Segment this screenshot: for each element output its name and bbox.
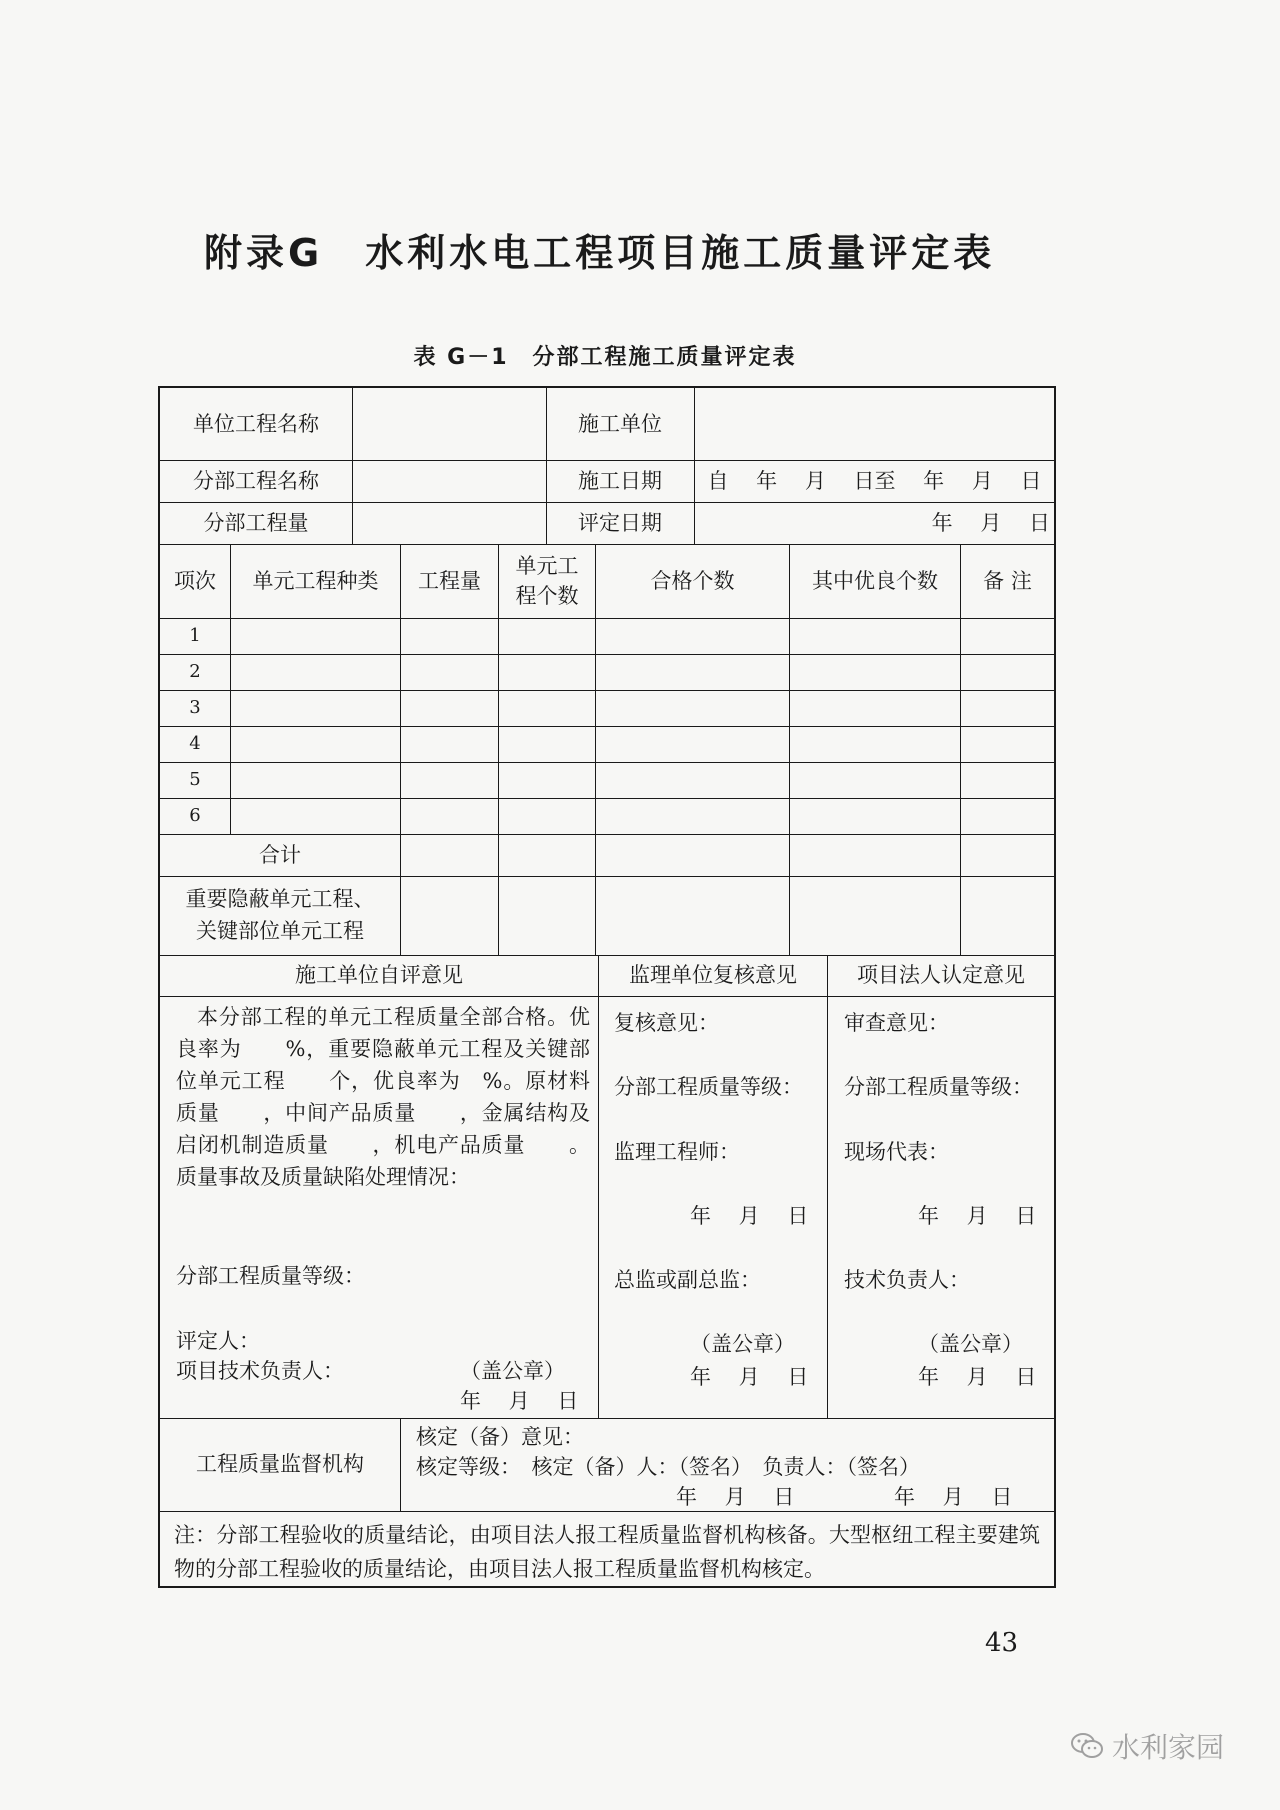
site-rep-label: 现场代表： bbox=[844, 1140, 949, 1164]
self-eval-date: 年 月 日 bbox=[460, 1389, 579, 1413]
col-header-excellent: 其中优良个数 bbox=[812, 568, 938, 593]
page-number: 43 bbox=[985, 1628, 1019, 1658]
supervisory-date-1: 年 月 日 bbox=[676, 1485, 795, 1509]
tech-lead-label: 项目技术负责人： bbox=[176, 1359, 344, 1383]
sub-project-quantity-label: 分部工程量 bbox=[203, 510, 309, 535]
row-number: 2 bbox=[189, 660, 201, 682]
examine-opinion-label: 审查意见： bbox=[844, 1011, 949, 1035]
col-header-unit-type: 单元工程种类 bbox=[252, 568, 379, 593]
sub-project-name-field[interactable] bbox=[353, 460, 546, 502]
self-eval-text: 本分部工程的单元工程质量全部合格。优良率为 %，重要隐蔽单元工程及关键部位单元工程 个，优良率为 %。原材料质量 ，中间产品质量 ，金属结构及启闭机制造质量 ，机电产品质量 。质量事故及质量缺陷处理情况： bbox=[176, 1005, 590, 1189]
evaluation-date-label: 评定日期 bbox=[578, 510, 662, 535]
evaluation-date-value[interactable]: 年 月 日 bbox=[931, 510, 1050, 535]
construction-date-value[interactable]: 自 年 月 日至 年 月 日 bbox=[707, 468, 1042, 493]
evaluator-label: 评定人： bbox=[176, 1329, 260, 1353]
supervisory-date-2: 年 月 日 bbox=[894, 1485, 1013, 1509]
col-header-unit-count: 单元工 程个数 bbox=[515, 553, 579, 608]
construction-unit-label: 施工单位 bbox=[578, 411, 662, 436]
row-number: 5 bbox=[189, 768, 201, 790]
seal-label: （盖公章） bbox=[460, 1359, 565, 1383]
tech-head-label: 技术负责人： bbox=[844, 1268, 970, 1292]
unit-project-name-field[interactable] bbox=[353, 388, 546, 460]
row-number: 3 bbox=[189, 696, 201, 718]
owner-header: 项目法人认定意见 bbox=[857, 963, 1025, 988]
total-label: 合计 bbox=[259, 842, 301, 867]
supervisory-opinion: 核定（备）意见： bbox=[416, 1425, 584, 1449]
watermark bbox=[1070, 1726, 1224, 1766]
row-number: 4 bbox=[189, 732, 201, 754]
appendix-title: 附录G 水利水电工程项目施工质量评定表 bbox=[204, 231, 996, 275]
row-number: 1 bbox=[189, 624, 201, 646]
chief-supervisor-label: 总监或副总监： bbox=[614, 1268, 761, 1292]
owner-seal-date: 年 月 日 bbox=[918, 1365, 1037, 1389]
supervision-grade-label: 分部工程质量等级： bbox=[614, 1075, 803, 1099]
construction-date-label: 施工日期 bbox=[578, 468, 662, 493]
col-header-qualified: 合格个数 bbox=[650, 568, 735, 593]
supervisory-grade-line: 核定等级： 核定（备）人：（签名） 负责人：（签名） bbox=[416, 1455, 920, 1479]
row-number: 6 bbox=[189, 804, 201, 826]
construction-unit-field[interactable] bbox=[695, 388, 1054, 460]
supervision-engineer-label: 监理工程师： bbox=[614, 1140, 740, 1164]
review-opinion-label: 复核意见： bbox=[614, 1011, 719, 1035]
sub-project-quantity-field[interactable] bbox=[353, 502, 546, 544]
supervision-date: 年 月 日 bbox=[690, 1204, 809, 1228]
sub-project-name-label: 分部工程名称 bbox=[193, 468, 319, 493]
supervision-seal-date: 年 月 日 bbox=[690, 1365, 809, 1389]
col-header-remarks: 备 注 bbox=[983, 568, 1032, 593]
key-units-label: 重要隐蔽单元工程、 关键部位单元工程 bbox=[185, 887, 375, 943]
supervision-header: 监理单位复核意见 bbox=[629, 963, 797, 988]
watermark-text: 水利家园 bbox=[1112, 1731, 1225, 1764]
evaluation-form bbox=[158, 386, 1056, 1588]
supervision-seal: （盖公章） bbox=[690, 1332, 795, 1356]
supervisory-label: 工程质量监督机构 bbox=[196, 1452, 364, 1477]
owner-seal: （盖公章） bbox=[918, 1332, 1023, 1356]
self-eval-grade: 分部工程质量等级： bbox=[176, 1264, 365, 1288]
wechat-icon bbox=[1070, 1732, 1104, 1760]
owner-date: 年 月 日 bbox=[918, 1204, 1037, 1228]
footnote: 注：分部工程验收的质量结论，由项目法人报工程质量监督机构核备。大型枢纽工程主要建筑物的分部工程验收的质量结论，由项目法人报工程质量监督机构核定。 bbox=[174, 1523, 1040, 1581]
col-header-quantity: 工程量 bbox=[418, 568, 481, 593]
col-header-index: 项次 bbox=[174, 568, 216, 593]
unit-project-name-label: 单位工程名称 bbox=[193, 411, 319, 436]
owner-grade-label: 分部工程质量等级： bbox=[844, 1075, 1033, 1099]
table-caption: 表 G－1 分部工程施工质量评定表 bbox=[413, 345, 797, 370]
self-eval-header: 施工单位自评意见 bbox=[295, 963, 463, 988]
